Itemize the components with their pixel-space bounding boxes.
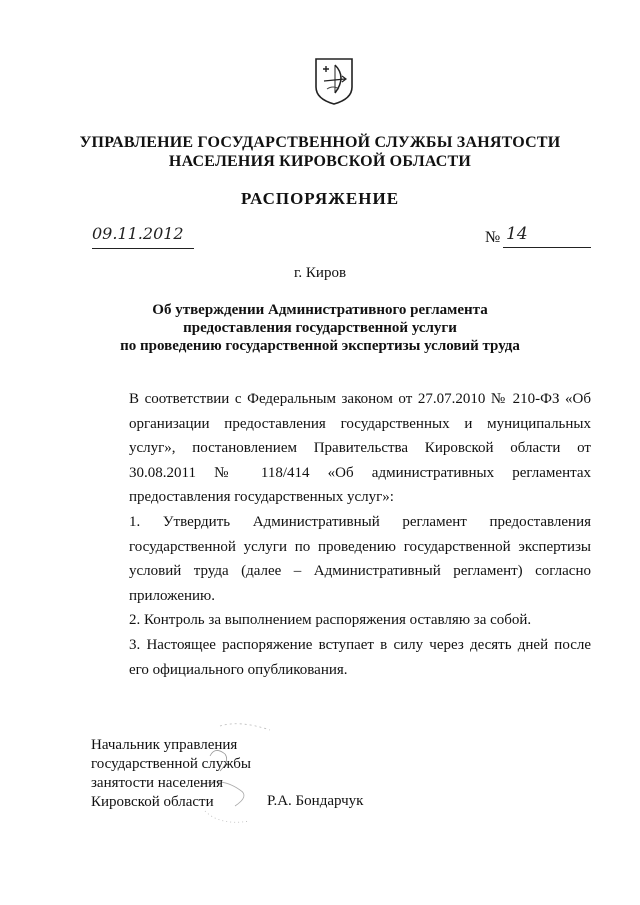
signature-block — [91, 736, 251, 812]
item-2-paragraph: 2. Контроль за выполнением распоряжения оставляю за собой. — [129, 612, 532, 629]
organization-name — [0, 133, 640, 171]
signer-name: Р.А. Бондарчук — [267, 793, 364, 809]
document-body — [91, 387, 591, 682]
item-3-paragraph: 3. Настоящее распоряжение вступает в силу через десять дней после его официального опубликования. — [129, 636, 591, 678]
signer-title-2: государственной службы — [91, 756, 251, 772]
signer-title-4: Кировской области — [91, 794, 214, 810]
subject-line-3: по проведению государственной экспертизы условий труда — [120, 338, 520, 354]
kirov-coat-of-arms-icon — [313, 57, 355, 105]
subject-line-1: Об утверждении Административного регламента — [152, 302, 488, 318]
signer-title-1: Начальник управления — [91, 737, 238, 753]
number-sign: № — [485, 229, 501, 246]
subject-line-2: предоставления государственной услуги — [183, 320, 457, 336]
document-date: 09.11.2012 — [92, 224, 194, 249]
org-line-1: УПРАВЛЕНИЕ ГОСУДАРСТВЕННОЙ СЛУЖБЫ ЗАНЯТОСТИ — [79, 134, 561, 151]
document-number: 14 — [503, 224, 591, 248]
intro-paragraph: В соответствии с Федеральным законом от 27.07.2010 № 210-ФЗ «Об организации предоставления государственных и муниципальных услуг», постановлением Правительства Кировской области от 30.08.2011 № 118/414 «Об административных регламентах предоставления государственных услуг»: — [129, 391, 591, 506]
document-type: РАСПОРЯЖЕНИЕ — [240, 189, 400, 208]
org-line-2: НАСЕЛЕНИЯ КИРОВСКОЙ ОБЛАСТИ — [168, 153, 472, 170]
city: г. Киров — [293, 265, 347, 281]
item-1-paragraph: 1. Утвердить Административный регламент предоставления государственной услуги по проведению государственной экспертизы условий труда (далее – Административный регламент) согласно приложению. — [129, 513, 591, 604]
document-subject — [0, 301, 640, 355]
signer-title-3: занятости населения — [91, 775, 224, 791]
